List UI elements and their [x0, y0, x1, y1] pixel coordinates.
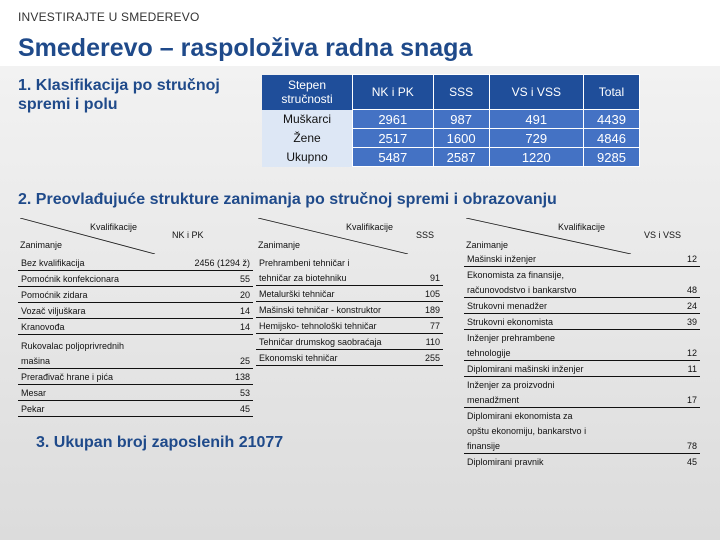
vs-header	[466, 218, 700, 254]
level-label: VS i VSS	[644, 230, 682, 240]
table-row	[464, 345, 700, 361]
count: 20	[168, 287, 253, 303]
occupation: Mesar	[18, 385, 168, 401]
row-label: Ukupno	[262, 148, 353, 167]
count	[673, 377, 700, 393]
kval-label: Kvalifikacije	[346, 222, 394, 232]
count	[417, 255, 443, 270]
value-cell: 5487	[353, 148, 434, 167]
table-row	[464, 298, 700, 314]
table-row	[18, 255, 253, 271]
header-cell: SSS	[433, 75, 489, 110]
occupation: Kranovođa	[21, 321, 65, 332]
occupation: tehničar za biotehniku	[256, 270, 417, 286]
occupation: Diplomirani mašinski inženjer	[464, 361, 673, 377]
kicker: INVESTIRAJTE U SMEDEREVO	[18, 10, 200, 24]
occupation: Prerađivač hrane i pića	[18, 369, 168, 385]
count: 110	[417, 334, 443, 350]
occupation: tehnologije	[464, 345, 673, 361]
occupation: Inženjer prehrambene	[467, 332, 556, 343]
table-row	[256, 286, 443, 302]
occupation: Diplomirani pravnik	[467, 456, 544, 467]
table-row	[464, 282, 700, 298]
table-row	[18, 369, 253, 385]
table-row	[256, 350, 443, 366]
count	[673, 267, 700, 283]
level-label: NK i PK	[172, 230, 204, 240]
occupation: finansije	[464, 438, 673, 454]
count: 25	[168, 353, 253, 369]
occupation: Metalurški tehničar	[256, 286, 417, 302]
value-cell: 491	[489, 110, 583, 129]
value-cell: 4846	[583, 129, 639, 148]
table-row	[18, 385, 253, 401]
table-row	[256, 255, 443, 270]
occupation: Strukovni ekonomista	[464, 314, 673, 330]
count: 189	[417, 302, 443, 318]
table-row	[464, 314, 700, 330]
table-row	[262, 110, 640, 129]
occupation: Pekar	[18, 401, 168, 417]
table-row	[464, 377, 700, 393]
table-row	[256, 270, 443, 286]
table-row	[18, 287, 253, 303]
level-label: SSS	[416, 230, 435, 240]
occupation: Ekonomista za finansije,	[467, 269, 565, 280]
zan-label: Zanimanje	[258, 240, 301, 250]
table-row	[18, 303, 253, 319]
occupation: Vozač viljuškara	[18, 303, 168, 319]
count	[673, 423, 700, 438]
occupation: Mašinski inženjer	[464, 251, 673, 267]
nk-occupations-table	[18, 255, 253, 417]
occupation: mašina	[18, 353, 168, 369]
row-label: Muškarci	[262, 110, 353, 129]
value-cell: 2587	[433, 148, 489, 167]
occupation: Pomoćnik zidara	[18, 287, 168, 303]
qualification-gender-table	[262, 74, 640, 167]
kval-label: Kvalifikacije	[558, 222, 606, 232]
count	[673, 408, 700, 424]
nk-header	[20, 218, 255, 254]
zan-label: Zanimanje	[466, 240, 509, 250]
value-cell: 9285	[583, 148, 639, 167]
occupation: Mašinski tehničar - konstruktor	[256, 302, 417, 318]
count: 12	[673, 345, 700, 361]
count: 39	[673, 314, 700, 330]
count: 91	[417, 270, 443, 286]
count: 105	[417, 286, 443, 302]
value-cell: 1600	[433, 129, 489, 148]
value-cell: 987	[433, 110, 489, 129]
zan-label: Zanimanje	[20, 240, 63, 250]
sss-header	[258, 218, 443, 254]
count: 11	[673, 361, 700, 377]
table-row	[18, 401, 253, 417]
count: 53	[168, 385, 253, 401]
section2-title: 2. Preovlađujuće strukture zanimanja po stručnoj spremi i obrazovanju	[18, 191, 557, 208]
table-row	[464, 392, 700, 408]
value-cell: 2517	[353, 129, 434, 148]
count: 45	[168, 401, 253, 417]
header-cell: NK i PK	[353, 75, 434, 110]
occupation: Tehničar drumskog saobraćaja	[256, 334, 417, 350]
count: 12	[673, 251, 700, 267]
occupation: Diplomirani ekonomista za	[467, 410, 573, 421]
count: 24	[673, 298, 700, 314]
vs-occupations-table	[464, 251, 700, 469]
count: 48	[673, 282, 700, 298]
table-row	[256, 334, 443, 350]
table-row	[464, 361, 700, 377]
table-row	[464, 330, 700, 346]
table-row	[464, 438, 700, 454]
header-cell: VS i VSS	[489, 75, 583, 110]
occupation: menadžment	[464, 392, 673, 408]
table-row	[464, 267, 700, 283]
count: 55	[168, 271, 253, 287]
table-row	[262, 148, 640, 167]
count: 14	[168, 303, 253, 319]
header-cell: Stepen stručnosti	[262, 75, 353, 110]
header-cell: Total	[583, 75, 639, 110]
count: 138	[168, 369, 253, 385]
count: 77	[417, 318, 443, 334]
value-cell: 4439	[583, 110, 639, 129]
count	[168, 335, 253, 354]
count: 78	[673, 438, 700, 454]
section1-title: 1. Klasifikacija po stručnoj spremi i polu	[18, 77, 220, 113]
table-row	[464, 251, 700, 267]
table-row	[464, 454, 700, 470]
table-row	[256, 318, 443, 334]
page-title: Smederevo – raspoloživa radna snaga	[18, 34, 473, 62]
sss-occupations-table	[256, 255, 443, 366]
kval-label: Kvalifikacije	[90, 222, 138, 232]
count: 14	[239, 321, 250, 332]
row-label: Žene	[262, 129, 353, 148]
occupation: Rukovalac poljoprivrednih	[21, 340, 125, 351]
table-row	[262, 129, 640, 148]
occupation: Bez kvalifikacija	[18, 255, 168, 271]
value-cell: 729	[489, 129, 583, 148]
occupation: Pomoćnik konfekcionara	[18, 271, 168, 287]
table-row	[464, 408, 700, 424]
occupation: opštu ekonomiju, bankarstvo i	[467, 425, 587, 436]
table-row	[18, 335, 253, 354]
table-row	[464, 423, 700, 438]
count	[673, 330, 700, 346]
count: 17	[673, 392, 700, 408]
table-row	[18, 353, 253, 369]
occupation: Inženjer za proizvodni	[467, 379, 555, 390]
count: 255	[417, 350, 443, 366]
count: 45	[686, 456, 697, 467]
occupation: računovodstvo i bankarstvo	[464, 282, 673, 298]
count: 2456 (1294 ž)	[168, 255, 253, 271]
table-row	[256, 302, 443, 318]
table-row	[18, 319, 253, 335]
occupation: Hemijsko- tehnološki tehničar	[256, 318, 417, 334]
occupation: Strukovni menadžer	[464, 298, 673, 314]
value-cell: 2961	[353, 110, 434, 129]
occupation: Ekonomski tehničar	[256, 350, 417, 366]
value-cell: 1220	[489, 148, 583, 167]
section3-title: 3. Ukupan broj zaposlenih 21077	[36, 434, 284, 451]
table-row	[18, 271, 253, 287]
occupation: Prehrambeni tehničar i	[259, 257, 350, 268]
